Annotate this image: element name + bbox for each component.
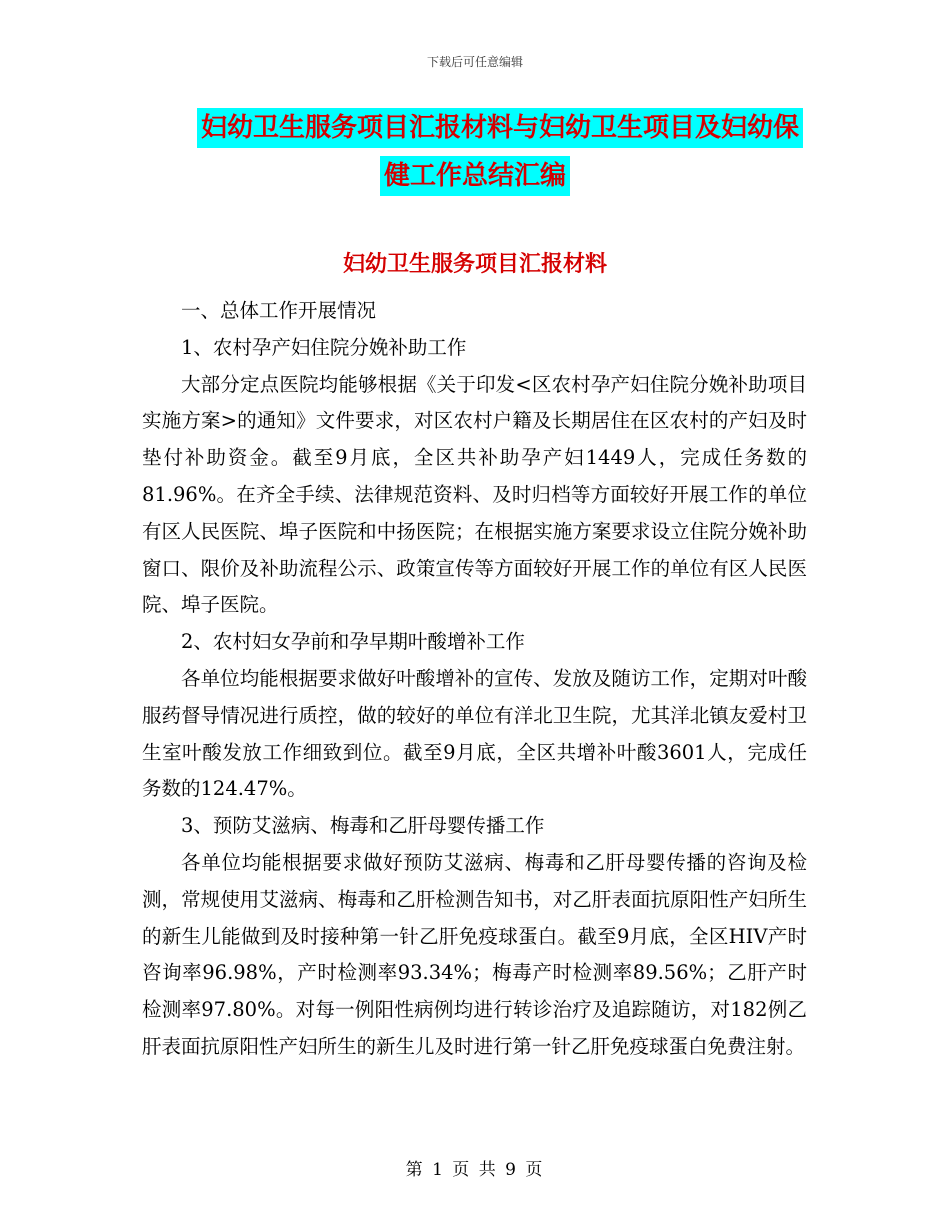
page-number: 第 1 页 共 9 页: [405, 1160, 545, 1180]
document-title: [0, 108, 950, 196]
heading-item-3: 3、预防艾滋病、梅毒和乙肝母婴传播工作: [181, 814, 545, 838]
title-line-2: 健工作总结汇编: [380, 156, 570, 196]
heading-item-1: 1、农村孕产妇住院分娩补助工作: [181, 335, 467, 359]
header-note: 下载后可任意编辑: [426, 55, 523, 69]
paragraph-item-3: 各单位均能根据要求做好预防艾滋病、梅毒和乙肝母婴传播的咨询及检测，常规使用艾滋病、梅毒和乙肝检测告知书，对乙肝表面抗原阳性产妇所生的新生儿能做到及时接种第一针乙肝免疫球蛋白。截至9月底，全区HIV产时咨询率96.98%，产时检测率93.34%；梅毒产时检测率89.56%；乙肝产时检测率97.80%。对每一例阳性病例均进行转诊治疗及追踪随访，对182例乙肝表面抗原阳性产妇所生的新生儿及时进行第一针乙肝免疫球蛋白免费注射。: [142, 850, 807, 1058]
document-body: [142, 293, 807, 1066]
heading-item-2: 2、农村妇女孕前和孕早期叶酸增补工作: [181, 630, 525, 654]
paragraph-item-1: 大部分定点医院均能够根据《关于印发<区农村孕产妇住院分娩补助项目实施方案>的通知》文件要求，对区农村户籍及长期居住在区农村的产妇及时垫付补助资金。截至9月底，全区共补助孕产妇1449人，完成任务数的81.96%。在齐全手续、法律规范资料、及时归档等方面较好开展工作的单位有区人民医院、埠子医院和中扬医院；在根据实施方案要求设立住院分娩补助窗口、限价及补助流程公示、政策宣传等方面较好开展工作的单位有区人民医院、埠子医院。: [142, 372, 807, 617]
title-line-1: 妇幼卫生服务项目汇报材料与妇幼卫生项目及妇幼保: [197, 108, 803, 148]
heading-overall: 一、总体工作开展情况: [181, 299, 377, 322]
paragraph-item-2: 各单位均能根据要求做好叶酸增补的宣传、发放及随访工作，定期对叶酸服药督导情况进行质控，做的较好的单位有洋北卫生院，尤其洋北镇友爱村卫生室叶酸发放工作细致到位。截至9月底，全区共增补叶酸3601人，完成任务数的124.47%。: [142, 666, 807, 801]
section-title: 妇幼卫生服务项目汇报材料: [342, 252, 607, 277]
